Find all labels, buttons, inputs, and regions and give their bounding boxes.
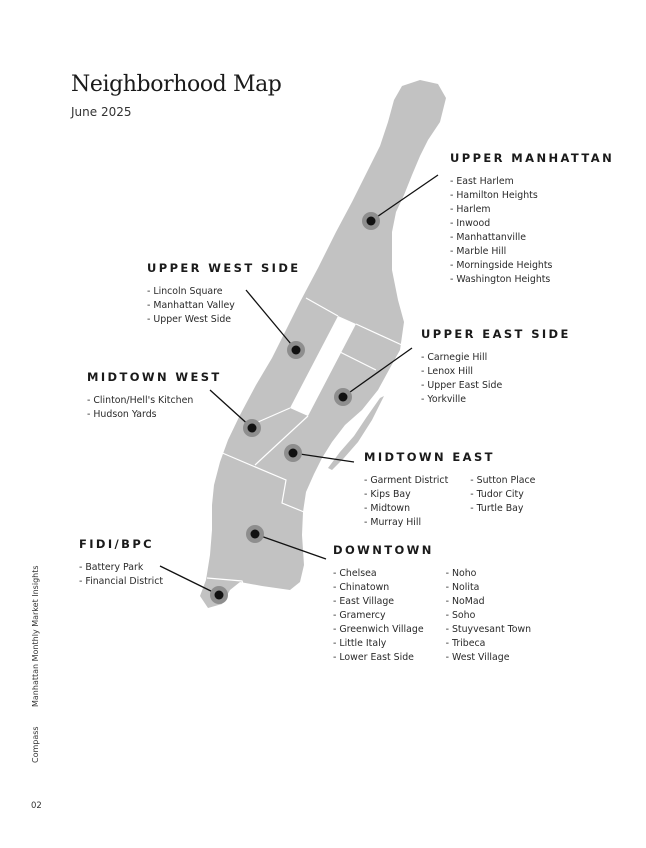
neighborhood-item: - Chinatown <box>333 581 424 595</box>
neighborhood-item: - Manhattan Valley <box>147 299 301 313</box>
sidebar-brand: Compass <box>31 726 40 763</box>
neighborhood-columns <box>333 567 531 665</box>
neighborhood-item: - Hamilton Heights <box>450 189 614 203</box>
neighborhood-item: - Upper East Side <box>421 379 571 393</box>
label-upper-west-side <box>147 261 301 327</box>
neighborhood-item: - Noho <box>446 567 532 581</box>
neighborhood-item: - Washington Heights <box>450 273 614 287</box>
neighborhood-list <box>79 561 163 589</box>
neighborhood-columns <box>364 474 535 530</box>
marker-fidi-bpc <box>210 586 228 604</box>
page-title: Neighborhood Map <box>71 72 282 97</box>
neighborhood-item: - Chelsea <box>333 567 424 581</box>
label-downtown <box>333 543 531 665</box>
neighborhood-item: - East Village <box>333 595 424 609</box>
neighborhood-item: - Inwood <box>450 217 614 231</box>
neighborhood-item: - Tribeca <box>446 637 532 651</box>
neighborhood-list <box>364 474 448 530</box>
neighborhood-item: - Turtle Bay <box>470 502 535 516</box>
neighborhood-item: - Carnegie Hill <box>421 351 571 365</box>
neighborhood-heading: UPPER MANHATTAN <box>450 151 615 165</box>
neighborhood-item: - Sutton Place <box>470 474 535 488</box>
marker-midtown-west <box>243 419 261 437</box>
neighborhood-heading: MIDTOWN WEST <box>87 370 222 384</box>
neighborhood-item: - Tudor City <box>470 488 535 502</box>
neighborhood-heading: UPPER WEST SIDE <box>147 261 301 275</box>
page-number: 02 <box>31 801 42 811</box>
marker-downtown <box>246 525 264 543</box>
page-date: June 2025 <box>71 105 132 119</box>
neighborhood-item: - Stuyvesant Town <box>446 623 532 637</box>
neighborhood-item: - Clinton/Hell's Kitchen <box>87 394 222 408</box>
neighborhood-item: - Battery Park <box>79 561 163 575</box>
neighborhood-item: - Manhattanville <box>450 231 614 245</box>
neighborhood-list <box>470 474 535 530</box>
label-midtown-west <box>87 370 222 422</box>
neighborhood-list <box>450 175 614 287</box>
sidebar-report-title: Manhattan Monthly Market Insights <box>31 565 40 707</box>
neighborhood-item: - Midtown <box>364 502 448 516</box>
neighborhood-item: - East Harlem <box>450 175 614 189</box>
label-upper-manhattan <box>450 151 614 287</box>
marker-upper-east-side <box>334 388 352 406</box>
marker-upper-west-side <box>287 341 305 359</box>
neighborhood-list <box>421 351 571 407</box>
neighborhood-heading: UPPER EAST SIDE <box>421 327 571 341</box>
neighborhood-item: - Financial District <box>79 575 163 589</box>
neighborhood-heading: DOWNTOWN <box>333 543 434 557</box>
neighborhood-list <box>147 285 301 327</box>
neighborhood-item: - Murray Hill <box>364 516 448 530</box>
neighborhood-item: - Lenox Hill <box>421 365 571 379</box>
neighborhood-item: - Yorkville <box>421 393 571 407</box>
label-upper-east-side <box>421 327 571 407</box>
neighborhood-item: - Little Italy <box>333 637 424 651</box>
neighborhood-list <box>446 567 532 665</box>
marker-midtown-east <box>284 444 302 462</box>
neighborhood-list <box>333 567 424 665</box>
neighborhood-item: - Hudson Yards <box>87 408 222 422</box>
label-fidi-bpc <box>79 537 163 589</box>
neighborhood-item: - West Village <box>446 651 532 665</box>
neighborhood-heading: MIDTOWN EAST <box>364 450 495 464</box>
neighborhood-item: - Nolita <box>446 581 532 595</box>
neighborhood-item: - Kips Bay <box>364 488 448 502</box>
neighborhood-item: - Marble Hill <box>450 245 614 259</box>
neighborhood-item: - Morningside Heights <box>450 259 614 273</box>
neighborhood-heading: FIDI/BPC <box>79 537 154 551</box>
marker-upper-manhattan <box>362 212 380 230</box>
neighborhood-item: - Garment District <box>364 474 448 488</box>
label-midtown-east <box>364 450 535 530</box>
neighborhood-item: - Greenwich Village <box>333 623 424 637</box>
neighborhood-item: - Soho <box>446 609 532 623</box>
neighborhood-item: - Upper West Side <box>147 313 301 327</box>
neighborhood-item: - Gramercy <box>333 609 424 623</box>
neighborhood-item: - NoMad <box>446 595 532 609</box>
neighborhood-list <box>87 394 222 422</box>
neighborhood-item: - Harlem <box>450 203 614 217</box>
neighborhood-item: - Lincoln Square <box>147 285 301 299</box>
neighborhood-item: - Lower East Side <box>333 651 424 665</box>
